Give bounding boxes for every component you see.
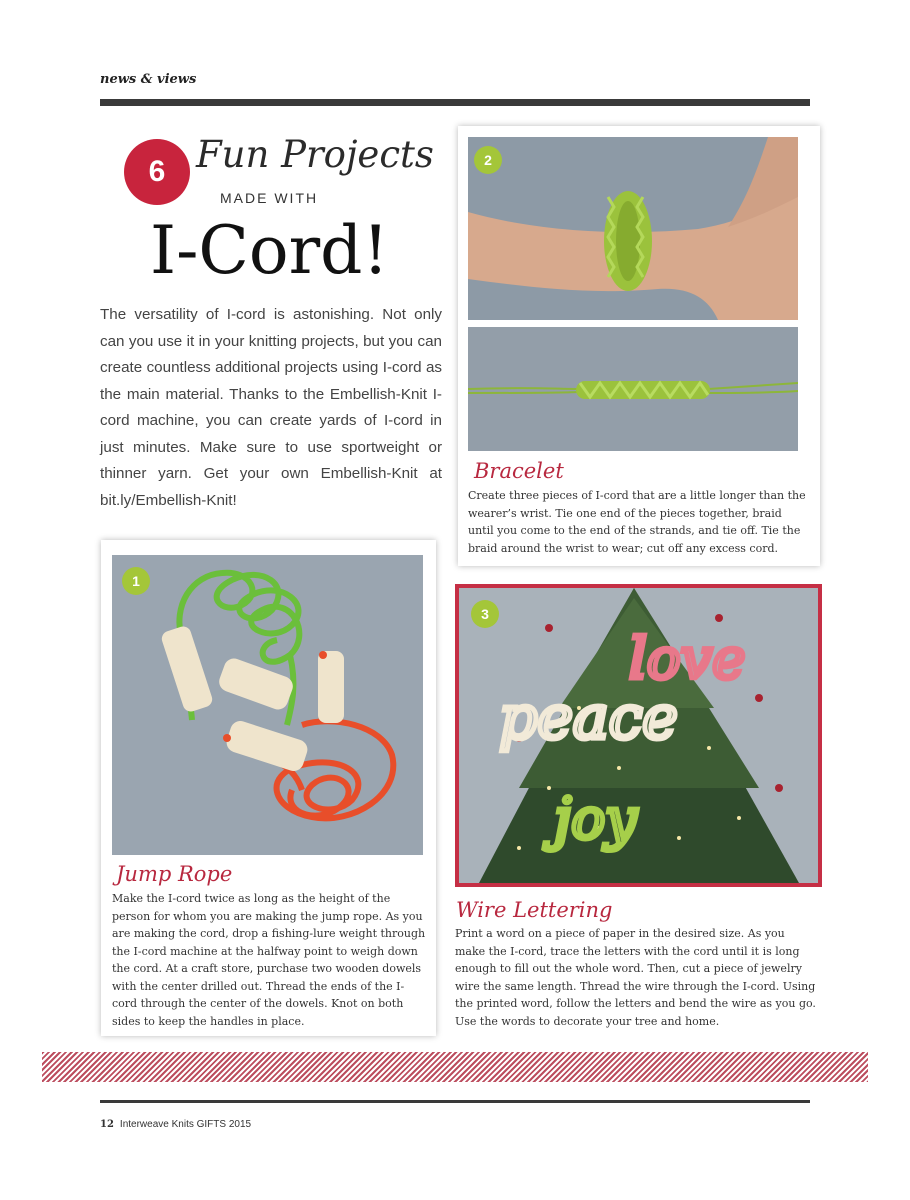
script-title: Fun Projects — [196, 133, 434, 176]
publication-name: Interweave Knits GIFTS 2015 — [119, 1119, 252, 1130]
section-tag: news & views — [100, 72, 197, 87]
wire-lettering-text: Print a word on a piece of paper in the desired size. As you make the I-cord, trace the letters with the cord until it is long enough to fill out the whole word. Then, cut a piece of jewelry wire the same length. Thread the wire through the I-cord. Using the printed word, follow the letters and bend the wire as you go. Use the words to decorate your tree and home. — [455, 927, 816, 1028]
made-with-label: MADE WITH — [220, 190, 319, 206]
wire-lettering-heading: Wire Lettering — [456, 898, 613, 922]
page-footer — [100, 1119, 251, 1130]
project-number-badge: 3 — [471, 600, 499, 628]
word-love: love — [629, 627, 746, 692]
page-number: 12 — [100, 1119, 114, 1130]
jump-rope-card — [101, 540, 436, 1036]
jump-rope-text: Make the I-cord twice as long as the height of the person for whom you are making the jump rope. As you are making the cord, drop a fishing-lure weight through the I-cord machine at the halfway point to weigh down the cord. At a craft store, purchase two wooden dowels with the center drilled out. Thread the ends of the I-cord through the center of the dowels. Knot on both sides to keep the handles in place. — [112, 892, 426, 1028]
bracelet-wrist-photo — [468, 137, 798, 320]
bracelet-card — [458, 126, 820, 566]
word-peace: peace — [499, 683, 678, 753]
wire-lettering-photo-frame — [455, 584, 822, 887]
jump-rope-heading: Jump Rope — [116, 862, 233, 886]
bracelet-heading: Bracelet — [474, 459, 564, 483]
jump-rope-photo — [112, 555, 423, 855]
decorative-band — [42, 1052, 868, 1082]
wire-lettering-photo — [459, 588, 818, 883]
bracelet-text: Create three pieces of I-cord that are a little longer than the wearer’s wrist. Tie one end of the pieces together, braid until you come to the end of the strands, and tie off. Tie the braid around the wrist to wear; cut off any excess cord. — [468, 489, 806, 555]
word-joy: joy — [554, 787, 637, 852]
header-rule — [100, 99, 810, 106]
bracelet-braid-photo — [468, 327, 798, 451]
footer-rule — [100, 1100, 810, 1103]
page-title: I-Cord! — [150, 212, 389, 289]
project-number-badge: 1 — [122, 567, 150, 595]
project-number-badge: 2 — [474, 146, 502, 174]
intro-paragraph: The versatility of I-cord is astonishing. Not only can you use it in your knitting projects, but you can create countless additional projects using I-cord as the main material. Thanks to the Embellish-Knit I-cord machine, you can create yards of I-cord in just minutes. Make sure to use sportweight or thinner yarn. Get your own Embellish-Knit at bit.ly/Embellish-Knit! — [100, 306, 442, 509]
count-badge: 6 — [124, 139, 190, 205]
